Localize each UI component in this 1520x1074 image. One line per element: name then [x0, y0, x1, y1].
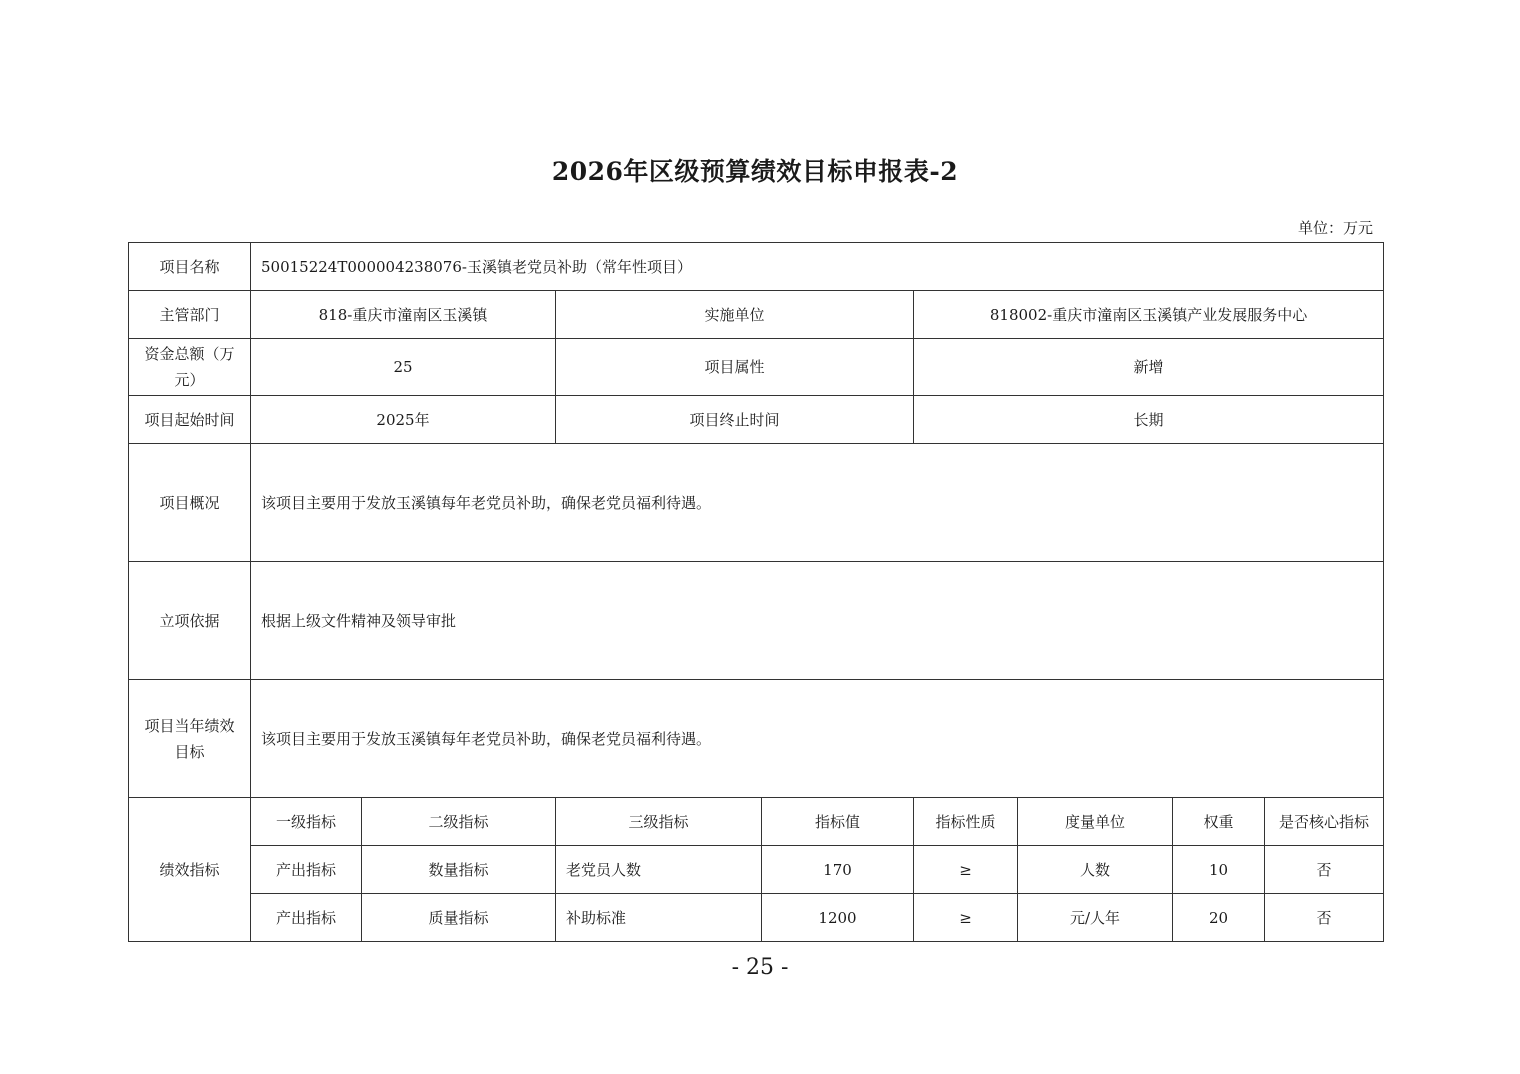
dept-value: 818-重庆市潼南区玉溪镇 — [251, 291, 556, 339]
indicator-cell: 产出指标 — [251, 894, 362, 942]
indicator-cell: ≥ — [914, 894, 1018, 942]
indicator-header-cell: 是否核心指标 — [1265, 798, 1384, 846]
goal-label — [129, 680, 251, 798]
goal-value: 该项目主要用于发放玉溪镇每年老党员补助，确保老党员福利待遇。 — [251, 680, 1384, 798]
impl-unit-value: 818002-重庆市潼南区玉溪镇产业发展服务中心 — [914, 291, 1384, 339]
indicator-cell: 1200 — [762, 894, 914, 942]
page-title: 2026年区级预算绩效目标申报表-2 — [551, 157, 959, 186]
indicator-header-row — [129, 798, 1384, 846]
goal-row — [129, 680, 1384, 798]
dept-label: 主管部门 — [129, 291, 251, 339]
fund-label-line2: 元） — [174, 371, 205, 389]
indicator-cell: ≥ — [914, 846, 1018, 894]
indicator-cell: 补助标准 — [556, 894, 762, 942]
project-attr-value: 新增 — [914, 339, 1384, 396]
overview-row — [129, 444, 1384, 562]
indicator-row — [129, 846, 1384, 894]
project-name-value: 50015224T000004238076-玉溪镇老党员补助（常年性项目） — [251, 243, 1384, 291]
fund-value: 25 — [251, 339, 556, 396]
indicators-label: 绩效指标 — [129, 798, 251, 942]
goal-label-line2: 目标 — [174, 742, 205, 761]
indicator-cell: 数量指标 — [362, 846, 556, 894]
overview-value: 该项目主要用于发放玉溪镇每年老党员补助，确保老党员福利待遇。 — [251, 444, 1384, 562]
goal-label-line1: 项目当年绩效 — [144, 716, 235, 735]
indicator-header-cell: 指标性质 — [914, 798, 1018, 846]
end-time-label: 项目终止时间 — [556, 396, 914, 444]
indicator-cell: 20 — [1173, 894, 1265, 942]
budget-performance-table — [128, 242, 1384, 942]
indicator-header-cell: 度量单位 — [1018, 798, 1173, 846]
indicator-header-cell: 三级指标 — [556, 798, 762, 846]
overview-label: 项目概况 — [129, 444, 251, 562]
indicator-cell: 人数 — [1018, 846, 1173, 894]
page-number: - 25 - — [731, 955, 789, 980]
indicator-cell: 元/人年 — [1018, 894, 1173, 942]
indicator-row — [129, 894, 1384, 942]
project-attr-label: 项目属性 — [556, 339, 914, 396]
indicator-cell: 质量指标 — [362, 894, 556, 942]
basis-value: 根据上级文件精神及领导审批 — [251, 562, 1384, 680]
impl-unit-label: 实施单位 — [556, 291, 914, 339]
indicator-header-cell: 二级指标 — [362, 798, 556, 846]
fund-row — [129, 339, 1384, 396]
indicator-header-cell: 权重 — [1173, 798, 1265, 846]
indicator-cell: 170 — [762, 846, 914, 894]
department-row — [129, 291, 1384, 339]
basis-label: 立项依据 — [129, 562, 251, 680]
start-time-value: 2025年 — [251, 396, 556, 444]
indicator-cell: 否 — [1265, 894, 1384, 942]
indicator-cell: 产出指标 — [251, 846, 362, 894]
indicator-cell: 老党员人数 — [556, 846, 762, 894]
indicator-cell: 否 — [1265, 846, 1384, 894]
start-time-label: 项目起始时间 — [129, 396, 251, 444]
basis-row — [129, 562, 1384, 680]
time-row — [129, 396, 1384, 444]
project-name-row — [129, 243, 1384, 291]
fund-label-line1: 资金总额（万 — [144, 345, 235, 363]
indicator-header-cell: 指标值 — [762, 798, 914, 846]
end-time-value: 长期 — [914, 396, 1384, 444]
project-name-label: 项目名称 — [129, 243, 251, 291]
indicator-header-cell: 一级指标 — [251, 798, 362, 846]
unit-label: 单位：万元 — [1297, 219, 1373, 237]
fund-label — [129, 339, 251, 396]
indicator-cell: 10 — [1173, 846, 1265, 894]
